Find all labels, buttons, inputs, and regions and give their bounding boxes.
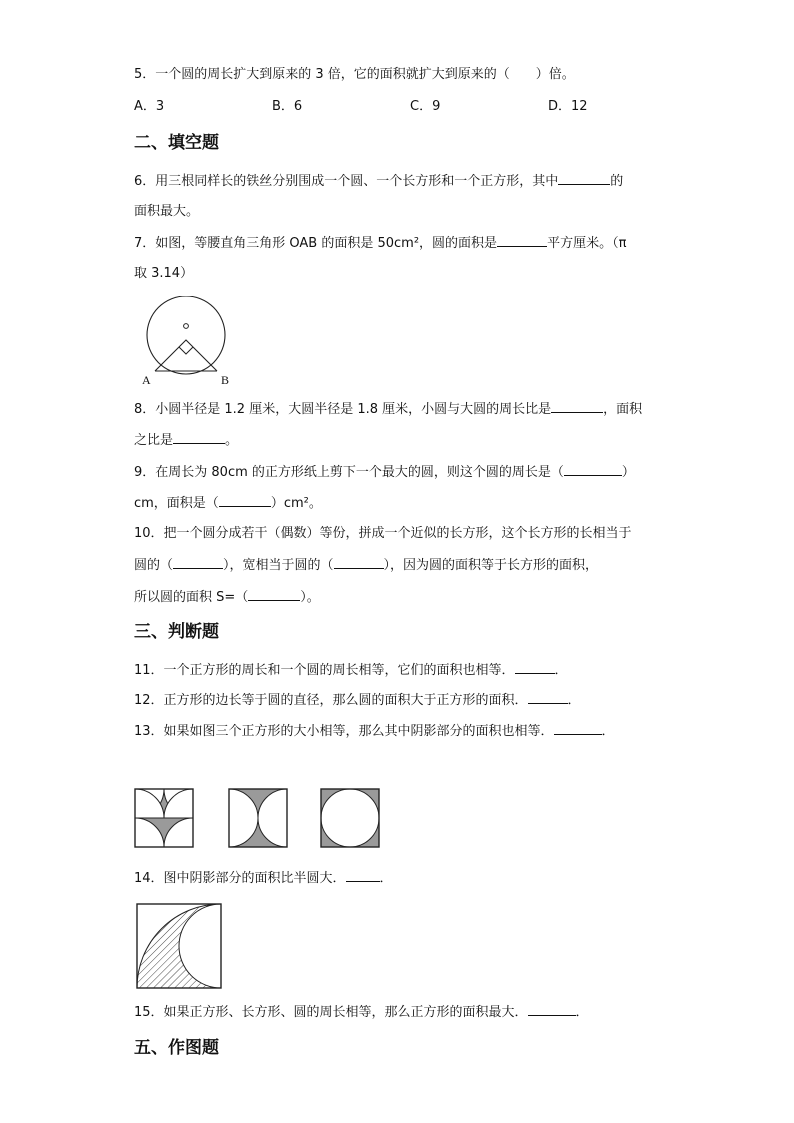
q7-text-b: 平方厘米。（π	[547, 236, 627, 251]
q13-line	[134, 722, 615, 741]
q7-center-o	[184, 324, 189, 329]
q10-answer-blank-2[interactable]	[334, 556, 384, 569]
q12-text: 12．正方形的边长等于圆的直径，那么圆的面积大于正方形的面积．	[134, 693, 528, 708]
q8-answer-blank-2[interactable]	[173, 431, 225, 444]
q10-answer-blank-1[interactable]	[173, 556, 223, 569]
q7-right-angle-mark	[179, 347, 193, 354]
q7-triangle	[155, 340, 217, 371]
q9-text-c: cm，面积是（	[134, 496, 219, 511]
q10-text-b: ），宽相当于圆的（	[223, 558, 334, 573]
q10-line3	[134, 588, 320, 607]
q8-text-b: ，面积	[603, 402, 643, 417]
q7-circle	[147, 296, 225, 374]
q12-end: ．	[567, 693, 581, 708]
q9-text-b: ）	[621, 465, 635, 480]
q15-line	[134, 1003, 589, 1022]
q5-text: 5．一个圆的周长扩大到原来的 3 倍，它的面积就扩大到原来的（ ）倍。	[134, 67, 575, 82]
q7-text-a: 7．如图，等腰直角三角形 OAB 的面积是 50cm²，圆的面积是	[134, 236, 498, 251]
section-title-drawing: 五、作图题	[134, 1038, 219, 1058]
q10-line2	[134, 556, 598, 575]
q14-shaded-region	[137, 904, 221, 988]
q14-text: 14．图中阴影部分的面积比半圆大．	[134, 871, 346, 886]
q5-option-d: D．12	[548, 99, 588, 114]
q7-label-a: A	[142, 373, 151, 387]
q13-answer-blank[interactable]	[554, 722, 602, 735]
q13-square-2	[200, 789, 316, 847]
q12-line	[134, 691, 581, 710]
q5-option-c: C．9	[410, 99, 441, 114]
q15-answer-blank[interactable]	[528, 1003, 576, 1016]
q10-answer-blank-3[interactable]	[248, 588, 300, 601]
q10-text-a: 圆的（	[134, 558, 174, 573]
q6-text-b: 的	[610, 174, 624, 189]
q13-text: 13．如果如图三个正方形的大小相等，那么其中阴影部分的面积也相等．	[134, 724, 554, 739]
q11-line	[134, 661, 568, 680]
q10-text-c: ），因为圆的面积等于长方形的面积，	[383, 558, 599, 573]
q5-option-b: B．6	[272, 99, 303, 114]
q10-text-d: 所以圆的面积 S=（	[134, 590, 249, 605]
q6-line1	[134, 172, 623, 191]
q7-line1	[134, 234, 626, 253]
q7-line2: 取 3.14）	[134, 266, 194, 281]
q9-answer-blank-1[interactable]	[564, 463, 622, 476]
q9-line2	[134, 494, 322, 513]
q15-text: 15．如果正方形、长方形、圆的周长相等，那么正方形的面积最大．	[134, 1005, 528, 1020]
q8-answer-blank-1[interactable]	[551, 400, 603, 413]
q6-text-a: 6．用三根同样长的铁丝分别围成一个圆、一个长方形和一个正方形，其中	[134, 174, 559, 189]
q11-end: ．	[554, 663, 568, 678]
q7-label-b: B	[221, 373, 230, 387]
q8-text-d: 。	[225, 433, 239, 448]
q9-text-a: 9．在周长为 80cm 的正方形纸上剪下一个最大的圆，则这个圆的周长是（	[134, 465, 564, 480]
q5-option-a: A．3	[134, 99, 165, 114]
q12-answer-blank[interactable]	[528, 691, 568, 704]
q13-end: ．	[601, 724, 615, 739]
q10-line1: 10．把一个圆分成若干（偶数）等份，拼成一个近似的长方形，这个长方形的长相当于	[134, 526, 632, 541]
q7-circle-figure	[134, 296, 244, 388]
section-title-judgment: 三、判断题	[134, 622, 219, 642]
q13-square-1	[132, 786, 222, 852]
q13-square-3	[321, 789, 379, 847]
q9-line1	[134, 463, 635, 482]
q9-answer-blank-2[interactable]	[219, 494, 271, 507]
q8-line2	[134, 431, 238, 450]
q8-text-c: 之比是	[134, 433, 174, 448]
q14-answer-blank[interactable]	[346, 869, 380, 882]
q11-text: 11．一个正方形的周长和一个圆的周长相等，它们的面积也相等．	[134, 663, 515, 678]
q8-text-a: 8．小圆半径是 1.2 厘米，大圆半径是 1.8 厘米，小圆与大圆的周长比是	[134, 402, 552, 417]
q15-end: ．	[575, 1005, 589, 1020]
q7-answer-blank[interactable]	[497, 234, 547, 247]
q14-figure	[134, 901, 226, 991]
section-title-fill-in: 二、填空题	[134, 133, 219, 153]
q8-line1	[134, 400, 642, 419]
q6-line2: 面积最大。	[134, 204, 200, 219]
q6-answer-blank[interactable]	[558, 172, 610, 185]
q9-text-d: ）cm²。	[270, 496, 322, 511]
q11-answer-blank[interactable]	[515, 661, 555, 674]
q10-text-e: ）。	[300, 590, 320, 605]
q13-squares-figure	[132, 786, 384, 852]
q14-line	[134, 869, 393, 888]
q14-end: ．	[379, 871, 393, 886]
